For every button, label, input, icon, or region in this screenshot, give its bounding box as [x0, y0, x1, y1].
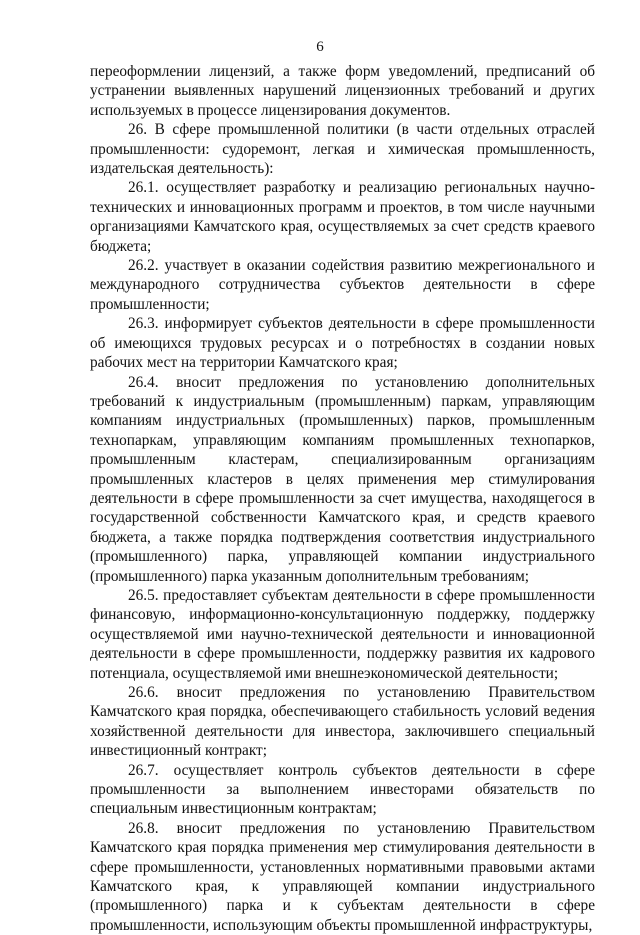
page-number: 6 [316, 39, 324, 55]
paragraph-26-6: 26.6. вносит предложения по установлению Правительством Камчатского края порядка, обеспечивающего стабильность условий ведения хозяйственной деятельности для инвестора, заключившего специальный инвестиционный контракт; [90, 684, 595, 760]
paragraph-26-industrial-policy: 26. В сфере промышленной политики (в части отдельных отраслей промышленности: судоремонт, легкая и химическая промышленность, издательская деятельность): [90, 121, 595, 178]
paragraph-26-5: 26.5. предоставляет субъектам деятельности в сфере промышленности финансовую, информационно-консультационную поддержку, поддержку осуществляемой ими научно-технической деятельности и инновационной деятельности в сфере промышленности, поддержку развития их кадрового потенциала, осуществляемой ими внешнеэкономической деятельности; [90, 586, 595, 682]
paragraph-26-2: 26.2. участвует в оказании содействия развитию межрегионального и международного сотрудничества субъектов деятельности в сфере промышленности; [90, 257, 595, 313]
paragraph-26-1: 26.1. осуществляет разработку и реализацию региональных научно-технических и инновационных программ и проектов, в том числе научными организациями Камчатского края, осуществляемых за счет средств краевого бюджета; [90, 179, 595, 255]
paragraph-26-4: 26.4. вносит предложения по установлению дополнительных требований к индустриальным (промышленным) паркам, управляющим компаниям индустриальных (промышленных) парков, промышленным технопаркам, управляющим компаниям промышленных технопарков, промышленным кластерам, специализированным организациям промышленных кластеров в целях применения мер стимулирования деятельности в сфере промышленности за счет имущества, находящегося в государственной собственности Камчатского края, и средств краевого бюджета, а также порядка подтверждения соответствия индустриального (промышленного) парка, управляющей компании индустриального (промышленного) парка указанным дополнительным требованиям; [90, 373, 595, 585]
paragraph-continuation: переоформлении лицензий, а также форм уведомлений, предписаний об устранении выявленных нарушений лицензионных требований и других используемых в процессе лицензирования документов. [90, 63, 595, 119]
paragraph-26-7: 26.7. осуществляет контроль субъектов деятельности в сфере промышленности за выполнением инвесторами обязательств по специальным инвестиционным контрактам; [90, 761, 595, 818]
document-body [90, 62, 595, 935]
paragraph-26-8: 26.8. вносит предложения по установлению Правительством Камчатского края порядка применения мер стимулирования деятельности в сфере промышленности, установленных нормативными правовыми актами Камчатского края, к управляющей компании индустриального (промышленного) парка и к субъектам деятельности в сфере промышленности, использующим объекты промышленной инфраструктуры, [90, 819, 595, 934]
paragraph-26-3: 26.3. информирует субъектов деятельности в сфере промышленности об имеющихся трудовых ресурсах и о потребностях в создании новых рабочих мест на территории Камчатского края; [90, 315, 595, 372]
